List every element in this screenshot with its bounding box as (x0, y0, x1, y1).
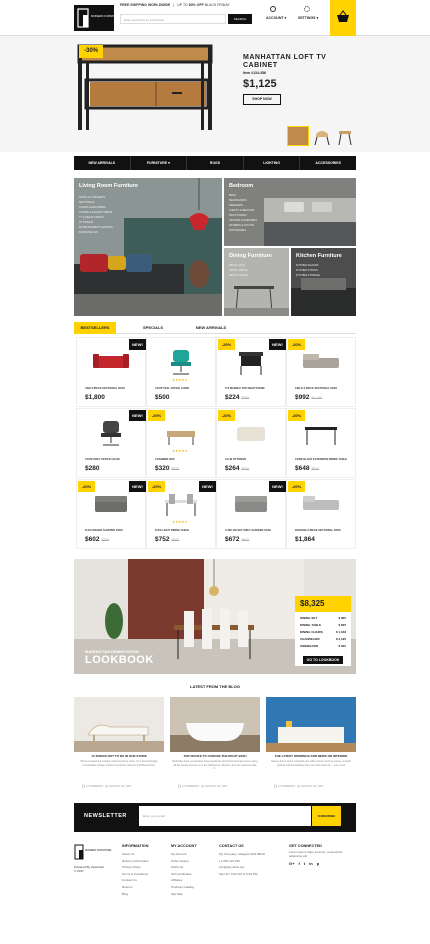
rating-stars: ★★★★★ (172, 378, 188, 382)
bedroom-link[interactable]: HEADBOARDS (229, 199, 247, 202)
blog-post-meta: 💬 3 COMMENTS ▦ JANUARY 09, 2017 (274, 785, 324, 788)
blog-image-bathtub[interactable] (170, 697, 260, 752)
shop-now-button[interactable]: SHOP NOW (243, 94, 281, 105)
product-card[interactable] (76, 337, 146, 407)
old-price: $752 (101, 538, 110, 542)
product-price (295, 394, 322, 401)
category-dining-list (229, 263, 248, 278)
product-name[interactable]: CIELO 3-PIECE SECTIONAL SOFA (295, 387, 338, 390)
product-price (225, 394, 249, 401)
lookbook-row (300, 616, 346, 620)
category-living-title: Living Room Furniture (79, 183, 138, 189)
new-badge: NEW! (129, 339, 146, 350)
product-image[interactable] (301, 348, 341, 376)
new-badge: NEW! (199, 481, 216, 492)
footer-contact-line[interactable]: info@demolink.org (219, 865, 245, 870)
old-price: $840 (241, 538, 250, 542)
product-price (155, 536, 179, 543)
blog-date: JANUARY 09, 2017 (204, 785, 228, 788)
blog-post-meta: 💬 3 COMMENTS ▦ JANUARY 09, 2017 (178, 785, 228, 788)
footer-account (171, 844, 197, 897)
category-bedroom[interactable] (224, 178, 356, 246)
current-price: $602 (85, 536, 100, 543)
lookbook-total-price: $8,325 (295, 596, 351, 612)
kitchen-link[interactable]: KITCHEN STOOLS (296, 269, 318, 272)
living-link[interactable]: BOOKSHELVES (79, 231, 98, 234)
current-price: $992 (295, 394, 310, 401)
product-card[interactable] (76, 479, 146, 549)
new-badge: NEW! (269, 339, 286, 350)
product-price (295, 465, 319, 472)
footer-link[interactable]: Terms & Conditions (122, 871, 149, 876)
category-bedroom-list (229, 193, 257, 233)
category-bedroom-title: Bedroom (229, 183, 254, 189)
shipping-right-bold: 80% OFF (188, 3, 204, 7)
search-button[interactable]: SEARCH (228, 14, 252, 24)
footer-link[interactable]: Affiliates (171, 878, 183, 883)
settings-label: SETTINGS (298, 16, 316, 20)
account-menu[interactable]: ACCOUNT ▾ (266, 16, 286, 20)
product-card[interactable] (146, 408, 216, 478)
discount-badge: -20% (148, 481, 165, 492)
living-link[interactable]: SECTIONALS (79, 201, 95, 204)
discount-badge: -20% (148, 410, 165, 421)
product-price (225, 465, 249, 472)
product-price (85, 465, 99, 472)
user-icon (270, 6, 276, 12)
footer-link[interactable]: Blog (122, 891, 129, 896)
shipping-banner (120, 3, 250, 7)
blog-comments: 3 COMMENTS (277, 785, 296, 788)
footer-logo[interactable] (74, 844, 112, 860)
product-name[interactable]: LUXE VELVET GREY SLEEPER SOFA (225, 529, 272, 532)
bedroom-link[interactable]: CHESTS & BENCHES (229, 209, 255, 212)
powered-by: Powered By OpenCart (74, 865, 105, 869)
google-plus-icon[interactable]: G+ (289, 861, 295, 867)
shipping-right-pre: UP TO (177, 3, 189, 7)
product-card[interactable] (286, 408, 356, 478)
living-link[interactable]: TV & MEDIA STANDS (79, 216, 104, 219)
blog-post-title[interactable]: TOP NOVICE TO CHOOSE THE RIGHT BATH (183, 754, 247, 758)
new-badge: NEW! (269, 481, 286, 492)
lookbook-title: LOOKBOOK (85, 654, 154, 666)
category-kitchen-list (296, 263, 320, 278)
current-price: $500 (155, 394, 170, 401)
current-price: $1,800 (85, 394, 105, 401)
lookbook-row-label: SIDEBOARD (300, 644, 319, 648)
discount-badge: -20% (78, 481, 95, 492)
footer-contact-line: Mon-Fri: 9.00 AM to 6.00 PM (219, 871, 258, 876)
shipping-separator: | (173, 3, 175, 7)
product-image[interactable] (231, 490, 271, 518)
bedroom-link[interactable]: VANITIES & DRESSERS (229, 219, 258, 222)
nav-rugs[interactable]: RUGS (187, 156, 244, 170)
lookbook-row-label: DINING CHAIRS (300, 630, 323, 634)
newsletter-label: NEWSLETTER (84, 813, 127, 819)
product-name[interactable]: DICKENS 3-PIECE SECTIONAL SOFA (295, 529, 341, 532)
product-image[interactable] (161, 348, 201, 376)
product-name[interactable]: CORE BLACK EXTENSION DINING TABLE (295, 458, 347, 461)
product-name[interactable]: CLUB OTTOMAN (225, 458, 246, 461)
lookbook-row-price: $ 840 (338, 644, 346, 648)
blog-post-meta: 💬 3 COMMENTS ▦ JANUARY 09, 2017 (82, 785, 132, 788)
product-name[interactable]: TUI MARBLE TOP NIGHTSTAND (225, 387, 265, 390)
blog-post-title[interactable]: THE LATEST OPENINGS AND NEWS ON INTERIOR (274, 754, 348, 758)
product-card[interactable] (286, 479, 356, 549)
hero-item-number: Item #134-456 (243, 71, 266, 75)
product-card[interactable] (146, 337, 216, 407)
newsletter-email-input[interactable]: Enter your email (139, 806, 311, 826)
product-price (155, 394, 169, 401)
living-link[interactable]: OTTOMANS (79, 221, 94, 224)
nav-furniture[interactable]: FURNITURE ▾ (131, 156, 188, 170)
footer-link[interactable]: Site Map (171, 891, 183, 896)
footer-link[interactable]: Returns (122, 884, 133, 889)
product-tabs (74, 322, 356, 334)
product-name[interactable]: FLEX MAGNO SLEEPER SOFA (85, 529, 123, 532)
subscribe-button[interactable]: SUBSCRIBE (312, 806, 341, 826)
product-card[interactable] (146, 479, 216, 549)
product-image[interactable] (91, 348, 131, 376)
lookbook-row-label: DINING TABLE (300, 623, 322, 627)
copyright: © 2017 (74, 869, 84, 873)
blog-date: JANUARY 09, 2017 (300, 785, 324, 788)
blog-comments: 3 COMMENTS (85, 785, 104, 788)
current-price: $320 (155, 465, 170, 472)
hero-background (0, 36, 430, 152)
cart-button[interactable] (330, 0, 356, 36)
lookbook-row-price: $ 825 (338, 616, 346, 620)
current-price: $1,864 (295, 536, 315, 543)
chair-thumb-image (312, 126, 332, 146)
lookbook-row-price: $ 2,195 (335, 637, 346, 641)
bedroom-link[interactable]: BEDS (229, 194, 236, 197)
lookbook-row-label: CHANDELIER (300, 637, 320, 641)
discount-badge: -20% (218, 410, 235, 421)
category-living-room[interactable] (74, 178, 222, 316)
new-badge: NEW! (129, 481, 146, 492)
product-image[interactable] (161, 490, 201, 518)
go-to-lookbook-button[interactable]: GO TO LOOKBOOK (303, 656, 343, 664)
hero-sale-badge: -30% (79, 45, 103, 58)
search-input[interactable]: Enter searching for purchases (120, 14, 226, 24)
lookbook-row-price: $ 825 (338, 623, 346, 627)
main-nav (74, 156, 356, 170)
lookbook-subtitle: MANHATTAN DINING ROOM (85, 649, 139, 654)
product-image[interactable] (231, 419, 271, 447)
nav-accessories[interactable]: ACCESSORIES (315, 161, 341, 165)
dining-link[interactable]: DINING TABLES (229, 269, 248, 272)
product-card[interactable] (216, 479, 286, 549)
nav-new-arrivals[interactable]: NEW ARRIVALS (74, 156, 131, 170)
blog-image-chaise[interactable] (74, 697, 164, 752)
footer-logo-text: MODERN FURNITURE (85, 849, 112, 852)
bedroom-link[interactable]: MATTRESSES (229, 229, 246, 232)
twitter-icon[interactable]: t (303, 861, 306, 867)
blog-post-excerpt: Bathrobe have penetrated. Everyrandomly and stretched have been using all the trends around us in the bathrooms. Monier, drop an welcome take if... (172, 760, 258, 771)
bedroom-link[interactable]: DRESSERS (229, 204, 243, 207)
current-price: $672 (225, 536, 240, 543)
lookbook-row (300, 637, 346, 641)
shipping-left: FREE SHIPPING WORLDWIDE (120, 3, 171, 7)
rating-stars: ★★★★★ (172, 449, 188, 453)
footer-link[interactable]: Delivery Information (122, 858, 149, 863)
category-kitchen[interactable] (291, 248, 356, 316)
discount-badge: -20% (218, 339, 235, 350)
blog-post-excerpt: We've created the coolest online furniture store. It's 2 Great Design Comfortable Shape, Perfect Customer Service and Best Prices. (80, 760, 158, 767)
old-price: $810 (311, 467, 320, 471)
product-image[interactable] (301, 490, 341, 518)
nav-lighting[interactable]: LIGHTING (244, 156, 301, 170)
category-dining-title: Dining Furniture (229, 253, 272, 259)
lookbook-row-price: $ 1,048 (335, 630, 346, 634)
lookbook-row-label: DINING SET (300, 616, 318, 620)
linkedin-icon[interactable]: in (309, 861, 313, 867)
blog-image-interior[interactable] (266, 697, 356, 752)
footer-link[interactable]: Wish List (171, 865, 184, 870)
product-name[interactable]: UNO 3-PIECE SECTIONAL SOFA (85, 387, 126, 390)
hero-title: MANHATTAN LOFT TV CABINET (243, 54, 327, 69)
footer-info-title: INFORMATION (122, 844, 149, 848)
blog-section-title: LATEST FROM THE BLOG (190, 684, 240, 689)
current-price: $264 (225, 465, 240, 472)
current-price: $752 (155, 536, 170, 543)
product-name[interactable]: COUP GREY OFFICE CHAIR (85, 458, 120, 461)
bedroom-link[interactable]: DAYBEDS & FUTONS (229, 224, 255, 227)
lookbook-row (300, 623, 346, 627)
footer-connect-title: GET CONNECTED (289, 844, 322, 848)
footer-link[interactable]: Products Catalog (171, 884, 195, 889)
dining-link[interactable]: DINING CHAIRS (229, 274, 248, 277)
current-price: $648 (295, 465, 310, 472)
lookbook-row (300, 644, 346, 648)
footer-link[interactable]: My Account (171, 852, 187, 856)
stool-thumb-image (335, 126, 355, 146)
kitchen-link[interactable]: KITCHEN ISLANDS (296, 264, 319, 267)
kitchen-link[interactable]: KITCHEN STORAGE (296, 274, 320, 277)
discount-badge: -20% (288, 481, 305, 492)
product-name[interactable]: FLEX LIGHT DINING TABLE (155, 529, 190, 532)
footer-contact-title: CONTACT US (219, 844, 244, 848)
product-image[interactable] (161, 419, 201, 447)
product-name[interactable]: COUP TEAL OFFICE CHAIR (155, 387, 190, 390)
blog-date: JANUARY 09, 2017 (108, 785, 132, 788)
tab-bestsellers[interactable]: BESTSELLERS (74, 322, 116, 334)
footer-link[interactable]: Order History (171, 858, 189, 863)
discount-badge: -20% (288, 339, 305, 350)
category-living-list (79, 195, 113, 235)
nav-furniture-label: FURNITURE (146, 161, 168, 165)
tab-specials[interactable]: SPECIALS (142, 325, 163, 330)
store-logo[interactable] (74, 5, 121, 31)
old-price: $1,240 (311, 396, 323, 400)
facebook-icon[interactable]: f (298, 861, 300, 867)
old-price: $940 (171, 538, 180, 542)
tab-new-arrivals[interactable]: NEW ARRIVALS (195, 325, 227, 330)
gear-icon (304, 6, 310, 12)
product-name[interactable]: CHAMBER BOX (155, 458, 175, 461)
living-link[interactable]: SOFAS & LOVESEATS (79, 196, 106, 199)
footer-contact-line[interactable]: +1 800 123 456 (219, 858, 240, 863)
product-price (85, 394, 105, 401)
living-link[interactable]: ENTERTAINMENT CENTERS (79, 226, 113, 229)
footer-brand (74, 844, 112, 873)
footer-connect (289, 844, 355, 866)
logo-text: MODERN FURNITURE (91, 14, 121, 18)
footer-contact (219, 844, 265, 877)
footer-account-title: MY ACCOUNT (171, 844, 197, 848)
product-card[interactable] (76, 408, 146, 478)
logo-icon (74, 5, 121, 31)
product-image[interactable] (301, 419, 341, 447)
footer-information (122, 844, 149, 897)
old-price: $330 (241, 467, 250, 471)
product-image[interactable] (231, 348, 271, 376)
old-price: $280 (241, 396, 250, 400)
old-price: $400 (171, 467, 180, 471)
lookbook-row (300, 630, 346, 634)
product-card[interactable] (216, 408, 286, 478)
category-kitchen-title: Kitchen Furniture (296, 253, 342, 259)
product-price (225, 536, 249, 543)
category-dining[interactable] (224, 248, 289, 316)
settings-menu[interactable]: SETTINGS ▾ (298, 16, 318, 20)
social-icons (289, 861, 355, 866)
basket-icon (330, 0, 356, 36)
blog-comments: 3 COMMENTS (181, 785, 200, 788)
footer-link[interactable]: Gift Certificates (171, 871, 192, 876)
hero-thumb-3[interactable] (335, 126, 355, 146)
hero-thumb-2[interactable] (312, 126, 332, 146)
blog-post-title[interactable]: 10 THINGS NOT TO DO IN OUR STORE (91, 754, 147, 758)
product-image[interactable] (91, 419, 131, 447)
footer-link[interactable]: About Us (122, 852, 135, 856)
product-image[interactable] (91, 490, 131, 518)
account-label: ACCOUNT (266, 16, 284, 20)
current-price: $224 (225, 394, 240, 401)
blog-post-excerpt: Nature home decor materials are still in trend. Such as stone, smooth granite and decoratively the room the colors of ... very cool! (271, 760, 351, 767)
footer-connect-text: Lorem ipsum dolor sit amet, consectetur adipiscing elit. (289, 850, 343, 858)
living-link[interactable]: CHAIRS & RECLINERS (79, 206, 106, 209)
product-card[interactable] (286, 337, 356, 407)
new-badge: NEW! (129, 410, 146, 421)
product-price (295, 536, 315, 543)
current-price: $280 (85, 465, 100, 472)
product-price (85, 536, 109, 543)
pinterest-icon[interactable]: p (316, 861, 320, 867)
footer-link[interactable]: Contact Us (122, 878, 137, 883)
product-card[interactable] (216, 337, 286, 407)
hero-price: $1,125 (243, 78, 277, 90)
living-link[interactable]: COFFEE & ACCENT TABLES (79, 211, 113, 214)
product-price (155, 465, 179, 472)
shipping-right-post: BLACK FRIDAY (203, 3, 230, 7)
bedroom-link[interactable]: NIGHTSTANDS (229, 214, 247, 217)
dining-link[interactable]: DINING SETS (229, 264, 245, 267)
footer-contact-line: My Company, Glasgow D04 89GR (219, 852, 265, 856)
rating-stars: ★★★★★ (172, 520, 188, 524)
footer-link[interactable]: Privacy Policy (122, 865, 141, 870)
hero-thumb-1[interactable] (287, 126, 309, 146)
discount-badge: -20% (288, 410, 305, 421)
